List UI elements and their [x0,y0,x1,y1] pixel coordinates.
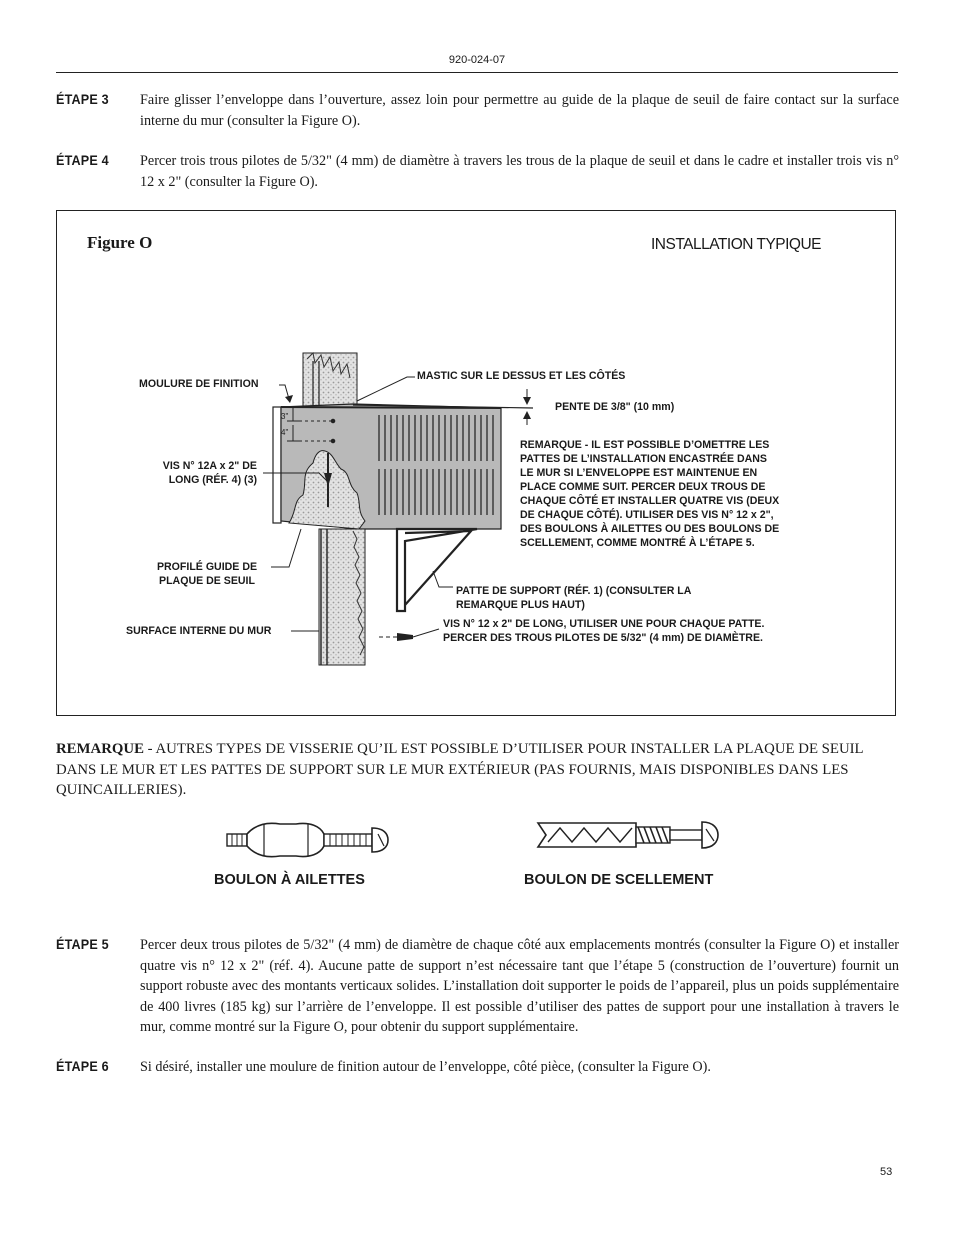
step-text: Faire glisser l’enveloppe dans l’ouverture, assez loin pour permettre au guide de la plaque de seuil de faire contact sur la surface interne du mur (consulter la Figure O). [140,92,899,129]
callout-mastic: MASTIC SUR LE DESSUS ET LES CÔTÉS [417,370,626,382]
header-rule [56,72,898,73]
callout-vis12: VIS N° 12 x 2" DE LONG, UTILISER UNE POUR CHAQUE PATTE. PERCER DES TROUS PILOTES DE 5/32" (4 mm) DE DIAMÈTRE. [443,618,765,644]
toggle-bolt-icon [224,820,390,860]
callout-surface: SURFACE INTERNE DU MUR [126,625,272,637]
dimension-4in: 4" [281,428,289,437]
step-label: ÉTAPE 4 [56,152,109,168]
callout-profile: PROFILÉ GUIDE DE PLAQUE DE SEUIL [156,561,258,587]
callout-vis12a: VIS N° 12A x 2" DE LONG (RÉF. 4) (3) [162,460,257,486]
step-label: ÉTAPE 6 [56,1058,109,1074]
wall-lower [319,529,365,665]
callout-pente: PENTE DE 3/8" (10 mm) [555,401,675,413]
wall-upper [303,353,357,407]
page-number: 53 [880,1166,893,1178]
step-text: Si désiré, installer une moulure de finition autour de l’enveloppe, côté pièce, (consulter la Figure O). [140,1059,711,1075]
figure-o [56,210,896,716]
callout-moulure: MOULURE DE FINITION [139,378,259,390]
step-text: Percer trois trous pilotes de 5/32" (4 mm) de diamètre à travers les trous de la plaque de seuil et dans le cadre et installer trois vis n° 12 x 2" (consulter la Figure O). [140,153,899,190]
document-number: 920-024-07 [448,54,506,66]
remarque-text: - AUTRES TYPES DE VISSERIE QU’IL EST POSSIBLE D’UTILISER POUR INSTALLER LA PLAQUE DE SEUIL DANS LE MUR ET LES PATTES DE SUPPORT SUR LE MUR EXTÉRIEUR (PAS FOURNIS, MAIS DISPONIBLES DANS LES QUINCAILLERIES). [56,741,864,798]
step-label: ÉTAPE 5 [56,936,109,952]
dimension-3in: 3" [281,412,289,421]
figure-title: Figure O [87,233,153,252]
callout-patte: PATTE DE SUPPORT (RÉF. 1) (CONSULTER LA REMARQUE PLUS HAUT) [456,585,692,611]
figure-subtitle: INSTALLATION TYPIQUE [651,236,822,253]
bracket-screw-icon [379,633,413,641]
callout-remarque: REMARQUE - IL EST POSSIBLE D’OMETTRE LES PATTES DE L’INSTALLATION ENCASTRÉE DANS LE MUR SI L’ENVELOPPE EST MAINTENUE EN PLACE COMME SUIT. PERCER DEUX TROUS DE CHAQUE CÔTÉ ET INSTALLER QUATRE VIS (DEUX DE CHAQUE CÔTÉ). UTILISER DES VIS N° 12 x 2", DES BOULONS À AILETTES OU DES BOULONS DE SCELLEMENT, COMME MONTRÉ À L’ÉTAPE 5. [520,439,780,549]
step-label: ÉTAPE 3 [56,91,109,107]
remarque-label: REMARQUE [56,741,144,757]
wall-sleeve [281,404,501,529]
step-text: Percer deux trous pilotes de 5/32" (4 mm) de diamètre de chaque côté aux emplacements montrés (consulter la Figure O) et installer quatre vis n° 12 x 2" (réf. 4). Aucune patte de support n’est nécessaire tant que l’étape 5 (construction de l’ouverture) fournit un support robuste avec des montants verticaux solides. L’installation doit supporter le poids de l’appareil, plus un poids supplémentaire de 400 livres (185 kg) sur l’arrière de l’enveloppe. Il est possible d’utiliser des pattes de support pour une installation à travers le mur, comme montré sur la Figure O, pour obtenir du support supplémentaire. [140,937,899,1035]
trim-moulding [273,407,281,523]
anchor-bolt-icon [534,818,720,852]
remarque-paragraph [56,739,898,801]
toggle-bolt-label: BOULON À AILETTES [214,872,365,888]
anchor-bolt-label: BOULON DE SCELLEMENT [524,872,714,888]
